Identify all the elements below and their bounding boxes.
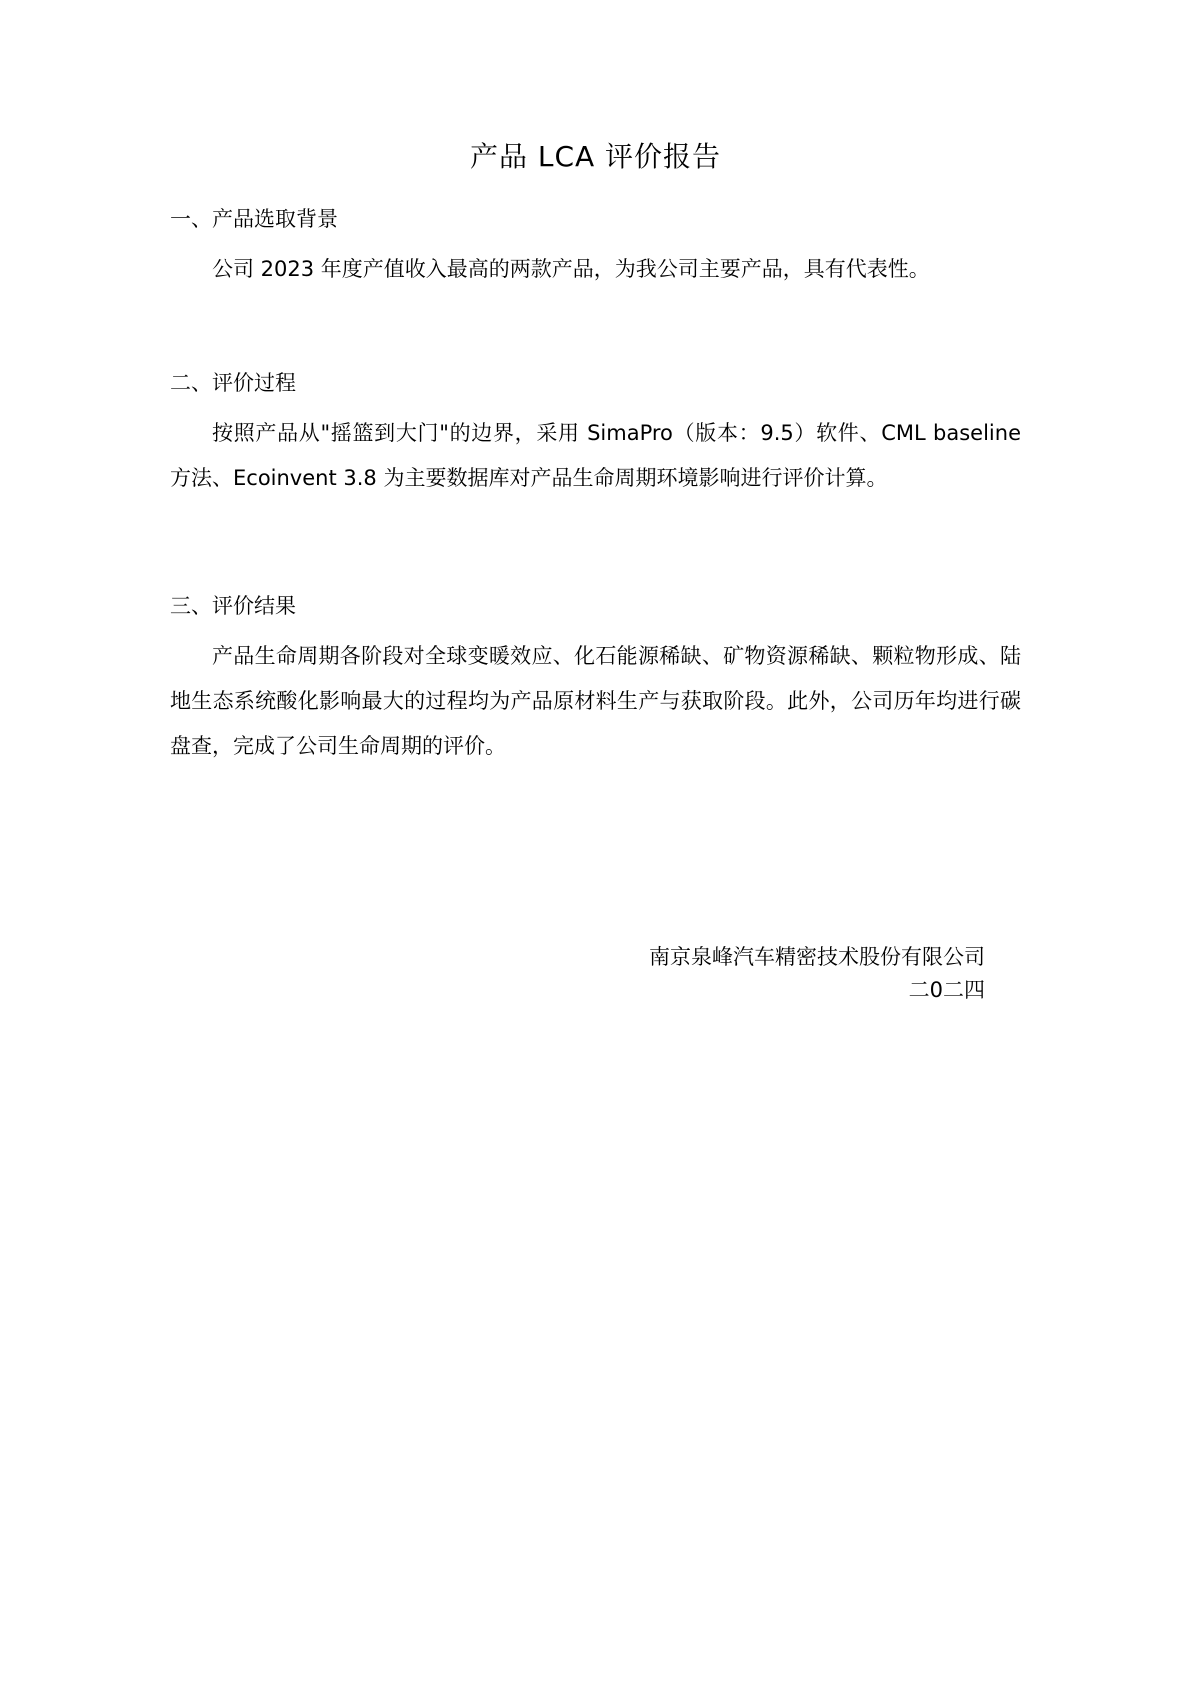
- section-heading: 二、评价过程: [170, 371, 296, 395]
- section-heading: 一、产品选取背景: [170, 207, 338, 231]
- section-evaluation-process: [170, 368, 1021, 501]
- section-paragraph: 按照产品从"摇篮到大门"的边界，采用 SimaPro（版本：9.5）软件、CML baseline 方法、Ecoinvent 3.8 为主要数据库对产品生命周期环境影响进行评价计算。: [170, 421, 1021, 490]
- signature-block: [170, 941, 985, 1007]
- signature-date: 二0二四: [908, 978, 985, 1002]
- section-paragraph: 公司 2023 年度产值收入最高的两款产品，为我公司主要产品，具有代表性。: [212, 257, 930, 281]
- page-title: 产品 LCA 评价报告: [469, 140, 722, 173]
- section-paragraph: 产品生命周期各阶段对全球变暖效应、化石能源稀缺、矿物资源稀缺、颗粒物形成、陆地生态系统酸化影响最大的过程均为产品原材料生产与获取阶段。此外，公司历年均进行碳盘查，完成了公司生命周期的评价。: [170, 644, 1021, 758]
- section-heading: 三、评价结果: [170, 594, 296, 618]
- signature-company: 南京泉峰汽车精密技术股份有限公司: [649, 945, 985, 969]
- section-evaluation-results: [170, 591, 1021, 769]
- section-product-selection: [170, 204, 1021, 292]
